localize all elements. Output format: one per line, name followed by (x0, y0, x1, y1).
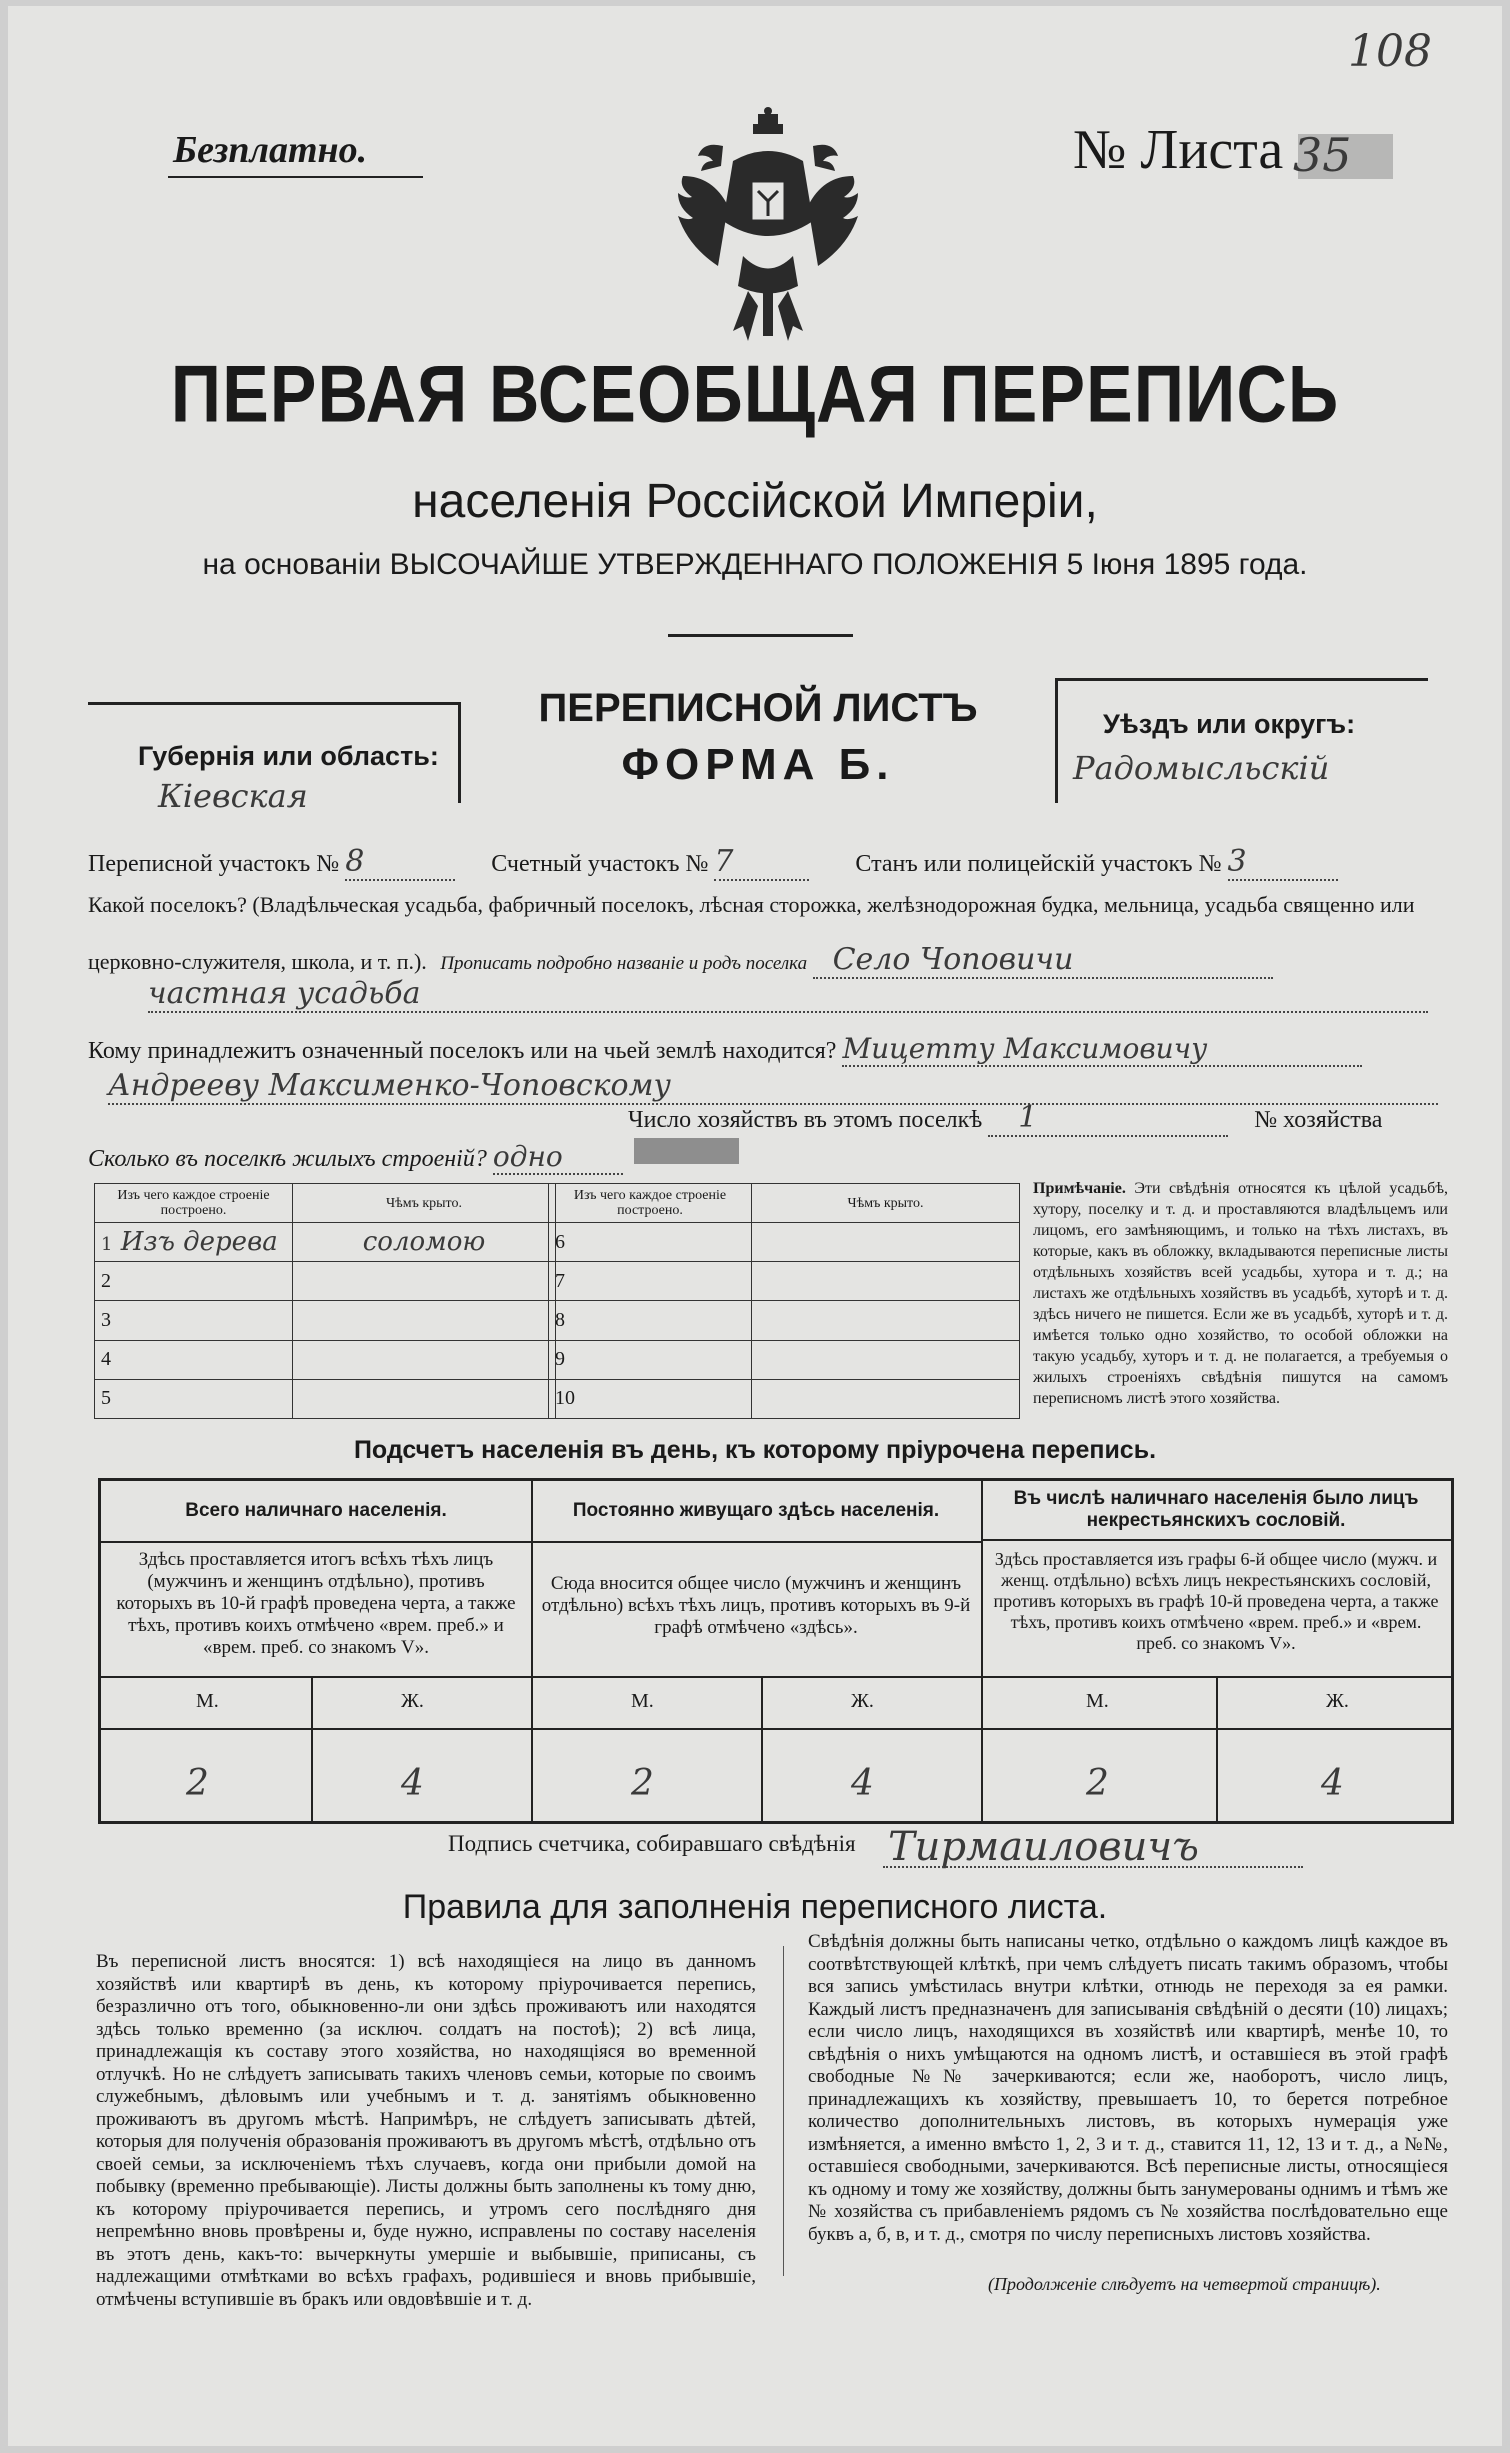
table-row (549, 1340, 1020, 1379)
owner-question: Кому принадлежитъ означенный поселокъ или на чьей землѣ находится? (88, 1038, 837, 1064)
table-row (95, 1379, 556, 1418)
settlement-question: Какой поселокъ? (Владѣльческая усадьба, фабричный поселокъ, лѣсная сторожка, желѣзнодорожная будка, мельница, усадьба священно или (88, 892, 1415, 917)
count-column-header: Постоянно живущаго здѣсь населенія. (531, 1481, 981, 1543)
table-row (95, 1262, 556, 1301)
male-count: 2 (631, 1763, 654, 1804)
building-roof (293, 1301, 556, 1340)
buildings-row (88, 1140, 788, 1175)
census-district-label: Переписной участокъ № (88, 851, 340, 877)
buildings-roof-header: Чѣмъ крыто. (752, 1184, 1020, 1223)
counting-district-value: 7 (714, 844, 809, 881)
row-number: 6 (549, 1223, 752, 1262)
rules-continuation: (Продолженіе слѣдуетъ на четвертой страницѣ). (988, 2274, 1381, 2294)
household-no-label: № хозяйства (1254, 1107, 1383, 1133)
buildings-value: одно (493, 1140, 623, 1175)
female-label: Ж. (851, 1690, 874, 1712)
stan-value: 3 (1228, 844, 1338, 881)
district-row (88, 844, 1448, 881)
gubernia-box (88, 702, 461, 815)
counting-district-label: Счетный участокъ № (491, 851, 709, 877)
table-row (549, 1301, 1020, 1340)
male-label: М. (631, 1690, 654, 1712)
female-count: 4 (1321, 1763, 1344, 1804)
settlement-row (88, 942, 1448, 979)
building-roof (752, 1262, 1020, 1301)
rules-right-column: Свѣдѣнія должны быть написаны четко, отдѣльно о каждомъ лицѣ каждое въ соотвѣтствующей клѣткѣ, при чемъ слѣдуетъ писать такимъ образомъ, чтобы вся запись умѣстилась внутри клѣтки, отнюдь не переходя за ея рамки. Каждый листъ предназначенъ для записыванія свѣдѣній о десяти (10) лицахъ; если число лицъ, находящихся въ хозяйствѣ или квартирѣ, менѣе 10, то свѣдѣнія о нихъ умѣщаются на одномъ листѣ, и оставшіеся въ этой графѣ свободные №№ зачеркиваются; если же, наоборотъ, число лицъ, принадлежащихъ къ хозяйству, превышаетъ 10, то берется потребное количество дополнительныхъ листовъ, въ которыхъ нумерація уже измѣняется, а именно вмѣсто 1, 2, 3 и т. д., ставится 11, 12, 13 и т. д., а №№, оставшіеся свободными, зачеркиваются. Всѣ переписные листы, относящіеся къ одному и тому же хозяйству, должны быть занумерованы однимъ и тѣмъ же № хозяйства съ прибавленіемъ рядомъ съ № хозяйства послѣдовательно еще буквъ а, б, в, и т. д., смотря по числу переписныхъ листовъ хозяйства. (808, 1931, 1448, 2245)
settlement-question-2: церковно-служителя, школа, и т. п.). (88, 949, 427, 974)
settlement-value-2: частная усадьба (148, 976, 1428, 1013)
building-roof (752, 1223, 1020, 1262)
settlement-instruction: Прописать подробно названіе и родъ поселка (440, 953, 808, 974)
row-number: 7 (549, 1262, 752, 1301)
row-number: 4 (95, 1340, 293, 1379)
population-count-box (98, 1478, 1454, 1824)
free-label: Безплатно. (173, 129, 368, 171)
signature-value: Тирмаиловичъ (888, 1824, 1199, 1870)
uezd-box (1055, 678, 1428, 803)
row-number: 9 (549, 1340, 752, 1379)
female-label: Ж. (1326, 1690, 1349, 1712)
count-column-total (101, 1481, 533, 1821)
row-number: 3 (95, 1301, 293, 1340)
buildings-material-header: Изъ чего каждое строеніе построено. (549, 1184, 752, 1223)
rules-divider (783, 1946, 784, 2276)
census-form-sheet (8, 6, 1502, 2446)
count-column-permanent (531, 1481, 983, 1821)
form-name: ФОРМА Б. (621, 740, 895, 789)
signature-line (883, 1866, 1303, 1868)
count-column-non-peasant (981, 1481, 1451, 1821)
count-column-header: Всего наличнаго населенія. (101, 1481, 531, 1543)
buildings-note (1033, 1178, 1448, 1409)
count-column-desc: Здѣсь проставляется итогъ всѣхъ тѣхъ лицъ (мужчинъ и женщинъ отдѣльно), противъ которыхъ въ 10-й графѣ проведена черта, а также тѣхъ, противъ коихъ отмѣчено «врем. преб.» и «врем. преб. со знакомъ V». (116, 1549, 516, 1658)
owner-value-2: Андрееву Максименко-Чоповскому (108, 1068, 1438, 1105)
male-female-header (101, 1676, 531, 1730)
form-title: ПЕРЕПИСНОЙ ЛИСТЪ (538, 686, 978, 730)
table-row (549, 1262, 1020, 1301)
male-female-header (531, 1676, 981, 1730)
population-count-title: Подсчетъ населенія въ день, къ которому пріурочена перепись. (353, 1436, 1157, 1464)
households-label: Число хозяйствъ въ этомъ поселкѣ (628, 1107, 983, 1133)
building-roof (293, 1379, 556, 1418)
sheet-number-label: № Листа (1073, 119, 1284, 181)
census-district-value: 8 (345, 844, 455, 881)
buildings-roof-header: Чѣмъ крыто. (293, 1184, 556, 1223)
female-label: Ж. (401, 1690, 424, 1712)
free-label-underline (168, 176, 423, 178)
owner-value-1: Мицетту Максимовичу (842, 1032, 1362, 1067)
male-count: 2 (1086, 1763, 1109, 1804)
male-count: 2 (186, 1763, 209, 1804)
title-divider (668, 634, 853, 637)
double-headed-eagle-icon (663, 106, 873, 346)
building-roof (752, 1301, 1020, 1340)
count-column-desc: Сюда вносится общее число (мужчинъ и женщинъ отдѣльно) всѣхъ тѣхъ лицъ, противъ которыхъ въ 9-й графѣ отмѣчено «здѣсь». (541, 1573, 971, 1638)
male-label: М. (196, 1690, 219, 1712)
count-column-desc: Здѣсь проставляется изъ графы 6-й общее число (мужч. и женщ. отдѣльно) всѣхъ лицъ некрестьянскихъ сословій, противъ которыхъ въ графѣ 10-й проведена черта, а также тѣхъ, противъ коихъ отмѣчено «врем. преб.» и «врем. преб. со знакомъ V». (993, 1549, 1439, 1653)
building-roof: соломою (293, 1223, 556, 1262)
corner-page-number: 108 (1348, 26, 1432, 77)
table-row (95, 1301, 556, 1340)
note-text: Эти свѣдѣнія относятся къ цѣлой усадьбѣ, хутору, поселку и т. д. и проставляются владѣльцемъ или лицомъ, его замѣняющимъ, и только на тѣхъ листахъ, въ которые, какъ въ обложку, вкладываются переписные листы отдѣльныхъ хозяйствъ всей усадьбы, хутора и т. д.; на листахъ же отдѣльныхъ хозяйствъ въ усадьбѣ, хуторѣ и т. д. здѣсь ничего не пишется. Если же въ усадьбѣ, хуторѣ и т. д. имѣется только одно хозяйство, то особой обложки на такую усадьбу, хуторъ и т. д. не полагается, а требуемыя о жилыхъ строеніяхъ свѣдѣнія пишутся на самомъ переписномъ листѣ этого хозяйства. (1033, 1180, 1449, 1407)
buildings-table-right (548, 1183, 1020, 1419)
table-row (95, 1223, 556, 1262)
note-label: Примѣчаніе. (1033, 1180, 1126, 1197)
row-number: 5 (95, 1379, 293, 1418)
male-female-header (981, 1676, 1451, 1730)
form-header (88, 678, 1428, 815)
owner-row (88, 1032, 1458, 1067)
building-roof (752, 1340, 1020, 1379)
stan-label: Станъ или полицейскій участокъ № (855, 851, 1222, 877)
gubernia-label: Губернія или область: (138, 741, 439, 771)
female-count: 4 (401, 1763, 424, 1804)
gubernia-value: Кіевская (158, 777, 308, 815)
census-subtitle: населенія Россійской Имперіи, (412, 475, 1098, 528)
female-count: 4 (851, 1763, 874, 1804)
row-number: 1 (101, 1234, 113, 1256)
buildings-material-header: Изъ чего каждое строеніе построено. (95, 1184, 293, 1223)
male-label: М. (1086, 1690, 1109, 1712)
rules-title: Правила для заполненія переписного листа. (402, 1888, 1108, 1926)
buildings-label: Сколько въ поселкѣ жилыхъ строеній? (88, 1146, 487, 1172)
uezd-label: Уѣздъ или округъ: (1103, 709, 1356, 739)
rules-left-column: Въ переписной листъ вносятся: 1) всѣ находящіеся на лицо въ данномъ хозяйствѣ или квартирѣ въ день, къ которому пріурочивается перепись, безразлично отъ того, обыкновенно-ли они здѣсь проживаютъ или находятся здѣсь только временно (за исключ. солдатъ на постоѣ); 2) всѣ лица, принадлежащія къ составу этого хозяйства, но находящіяся во временной отлучкѣ. Но не слѣдуетъ записывать такихъ членовъ семьи, которые по своимъ служебнымъ, дѣловымъ или учебнымъ и т. д. занятіямъ обыкновенно проживаютъ въ другомъ мѣстѣ. Напримѣръ, не слѣдуетъ записывать дѣтей, которыя для полученія образованія проживаютъ въ другомъ мѣстѣ, отдѣльно отъ своей семьи, за исключеніемъ тѣхъ случаевъ, когда они прибыли домой на побывку (временно пребывающіе). Листы должны быть заполнены къ тому дню, къ которому пріурочивается перепись, и утромъ сего послѣдняго дня непремѣнно вновь провѣрены и, буде нужно, исправлены по составу населенія въ этотъ день, какъ-то: вычеркнуты умершіе и выбывшіе, приписаны, съ надлежащими отмѣтками во всѣхъ графахъ, родившіеся и вновь прибывшіе, отмѣчены вступившіе въ бракъ или овдовѣвшіе и т. д. (96, 1951, 756, 2310)
building-roof (752, 1379, 1020, 1418)
row-number: 10 (549, 1379, 752, 1418)
building-material: Изъ дерева (120, 1227, 278, 1258)
signature-label: Подпись счетчика, собиравшаго свѣдѣнія (448, 1831, 856, 1856)
households-value: 1 (988, 1100, 1228, 1137)
census-legal-basis: на основаніи ВЫСОЧАЙШЕ УТВЕРЖДЕННАГО ПОЛОЖЕНІЯ 5 Іюня 1895 года. (202, 548, 1308, 581)
sheet-number-value: 35 (1293, 128, 1352, 182)
row-number: 8 (549, 1301, 752, 1340)
building-roof (293, 1262, 556, 1301)
building-roof (293, 1340, 556, 1379)
settlement-value-1: Село Чоповичи (813, 942, 1273, 979)
count-column-header: Въ числѣ наличнаго населенія было лицъ некрестьянскихъ сословій. (981, 1481, 1451, 1541)
uezd-value: Радомысльскій (1073, 749, 1330, 787)
table-row (549, 1223, 1020, 1262)
census-title: ПЕРВАЯ ВСЕОБЩАЯ ПЕРЕПИСЬ (170, 349, 1340, 439)
table-row (95, 1340, 556, 1379)
buildings-table-left (94, 1183, 556, 1419)
table-row (549, 1379, 1020, 1418)
row-number: 2 (95, 1262, 293, 1301)
